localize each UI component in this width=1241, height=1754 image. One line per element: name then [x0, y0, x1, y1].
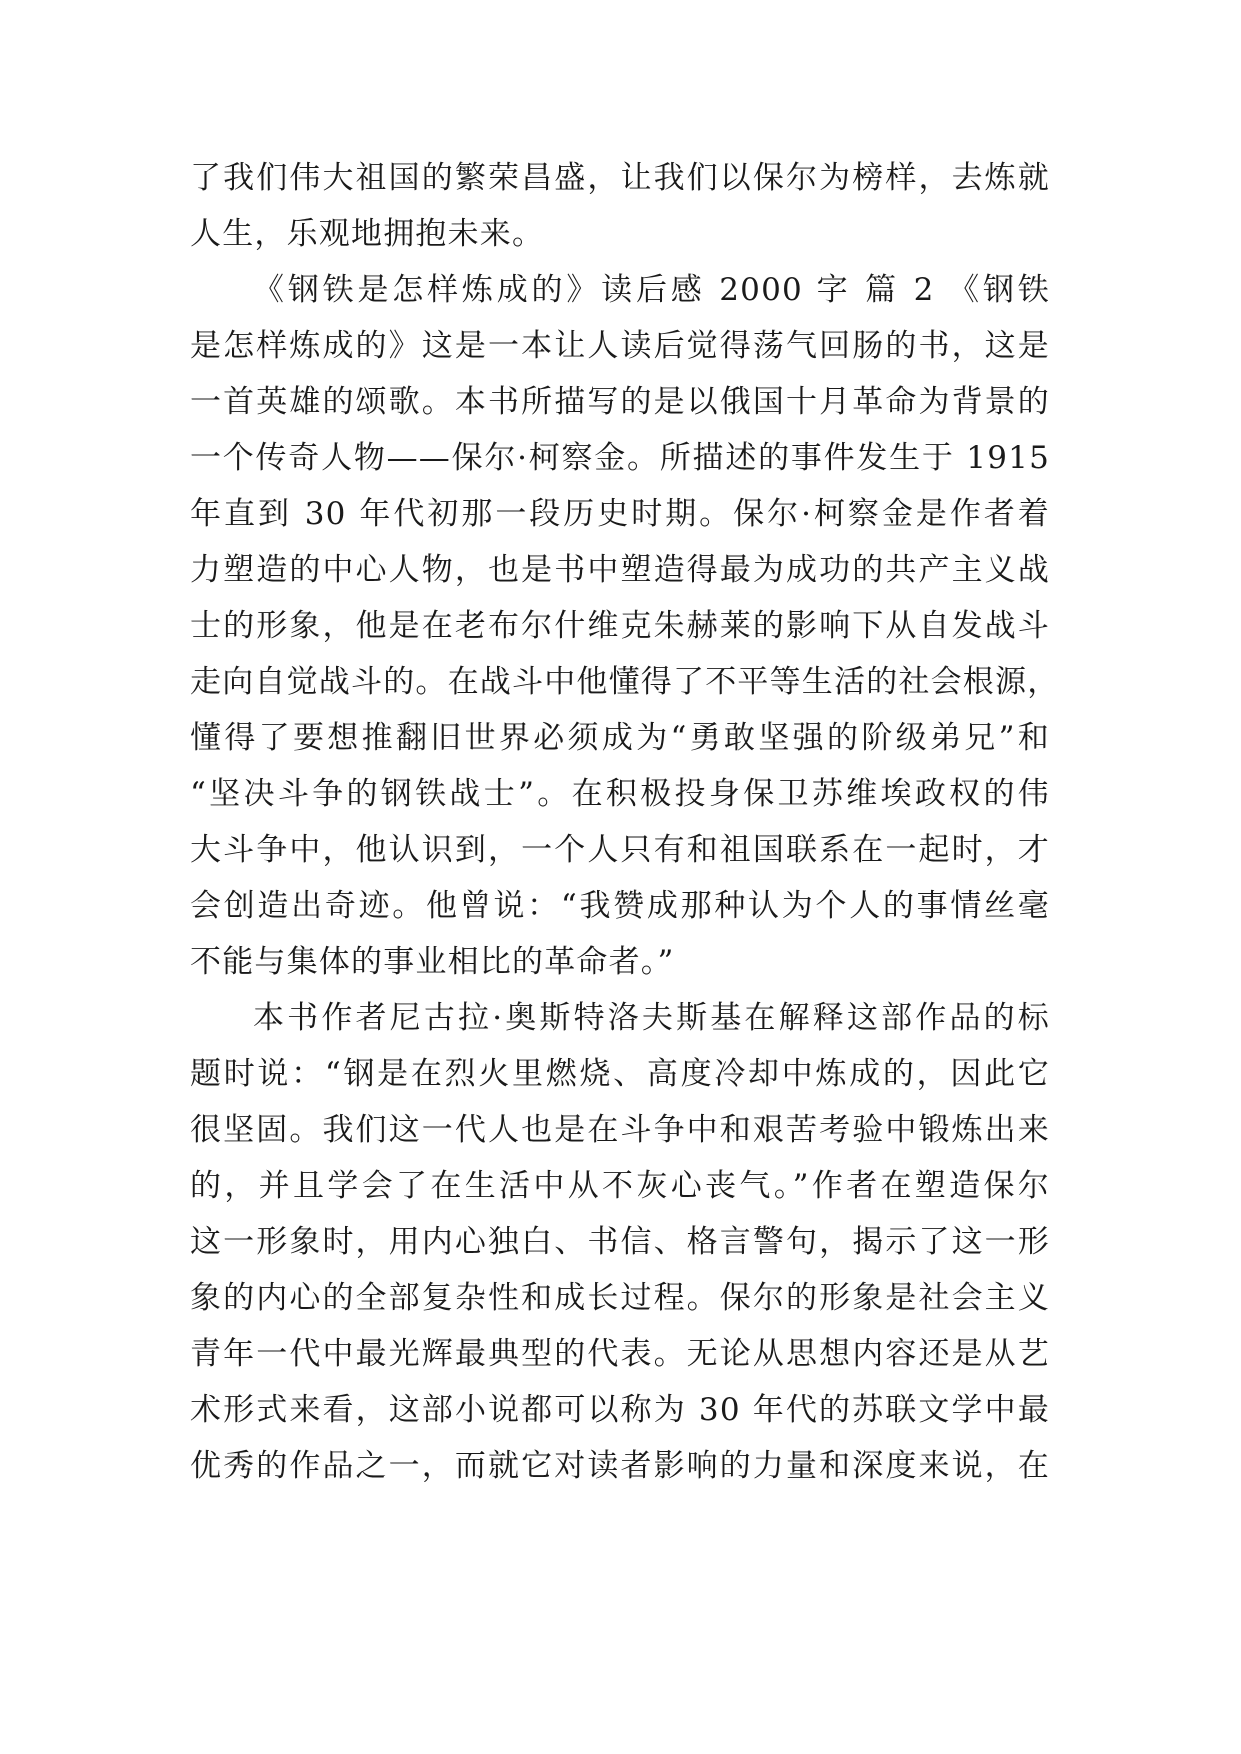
text-line-7: 年直到 30 年代初那一段历史时期。保尔·柯察金是作者着: [190, 496, 1050, 532]
text-line-10: 走向自觉战斗的。在战斗中他懂得了不平等生活的社会根源，: [190, 664, 1060, 700]
text-line-14: 会创造出奇迹。他曾说：“我赞成那种认为个人的事情丝毫: [190, 888, 1050, 924]
text-line-24: 优秀的作品之一，而就它对读者影响的力量和深度来说，在: [190, 1448, 1050, 1484]
text-line-22: 青年一代中最光辉最典型的代表。无论从思想内容还是从艺: [190, 1336, 1050, 1372]
text-line-1: 了我们伟大祖国的繁荣昌盛，让我们以保尔为榜样，去炼就: [190, 160, 1050, 196]
text-line-6: 一个传奇人物——保尔·柯察金。所描述的事件发生于 1915: [190, 440, 1050, 476]
text-line-2: 人生，乐观地拥抱未来。: [190, 216, 545, 252]
text-line-5: 一首英雄的颂歌。本书所描写的是以俄国十月革命为背景的: [190, 384, 1050, 420]
text-line-21: 象的内心的全部复杂性和成长过程。保尔的形象是社会主义: [190, 1280, 1050, 1316]
text-line-23: 术形式来看，这部小说都可以称为 30 年代的苏联文学中最: [190, 1392, 1050, 1428]
text-line-4: 是怎样炼成的》这是一本让人读后觉得荡气回肠的书，这是: [190, 328, 1050, 364]
text-line-19: 的，并且学会了在生活中从不灰心丧气。”作者在塑造保尔: [190, 1168, 1050, 1204]
text-line-20: 这一形象时，用内心独白、书信、格言警句，揭示了这一形: [190, 1224, 1050, 1260]
text-line-8: 力塑造的中心人物，也是书中塑造得最为成功的共产主义战: [190, 552, 1050, 588]
text-line-9: 士的形象，他是在老布尔什维克朱赫莱的影响下从自发战斗: [190, 608, 1050, 644]
text-line-15: 不能与集体的事业相比的革命者。”: [190, 944, 675, 980]
text-line-17: 题时说：“钢是在烈火里燃烧、高度冷却中炼成的，因此它: [190, 1056, 1050, 1092]
text-line-3: 《钢铁是怎样炼成的》读后感 2000 字 篇 2 《钢铁: [253, 272, 1050, 308]
text-line-12: “坚决斗争的钢铁战士”。在积极投身保卫苏维埃政权的伟: [190, 776, 1050, 812]
text-line-13: 大斗争中，他认识到，一个人只有和祖国联系在一起时，才: [190, 832, 1050, 868]
text-line-11: 懂得了要想推翻旧世界必须成为“勇敢坚强的阶级弟兄”和: [190, 720, 1050, 756]
text-line-16: 本书作者尼古拉·奥斯特洛夫斯基在解释这部作品的标: [253, 1000, 1050, 1036]
text-line-18: 很坚固。我们这一代人也是在斗争中和艰苦考验中锻炼出来: [190, 1112, 1050, 1148]
